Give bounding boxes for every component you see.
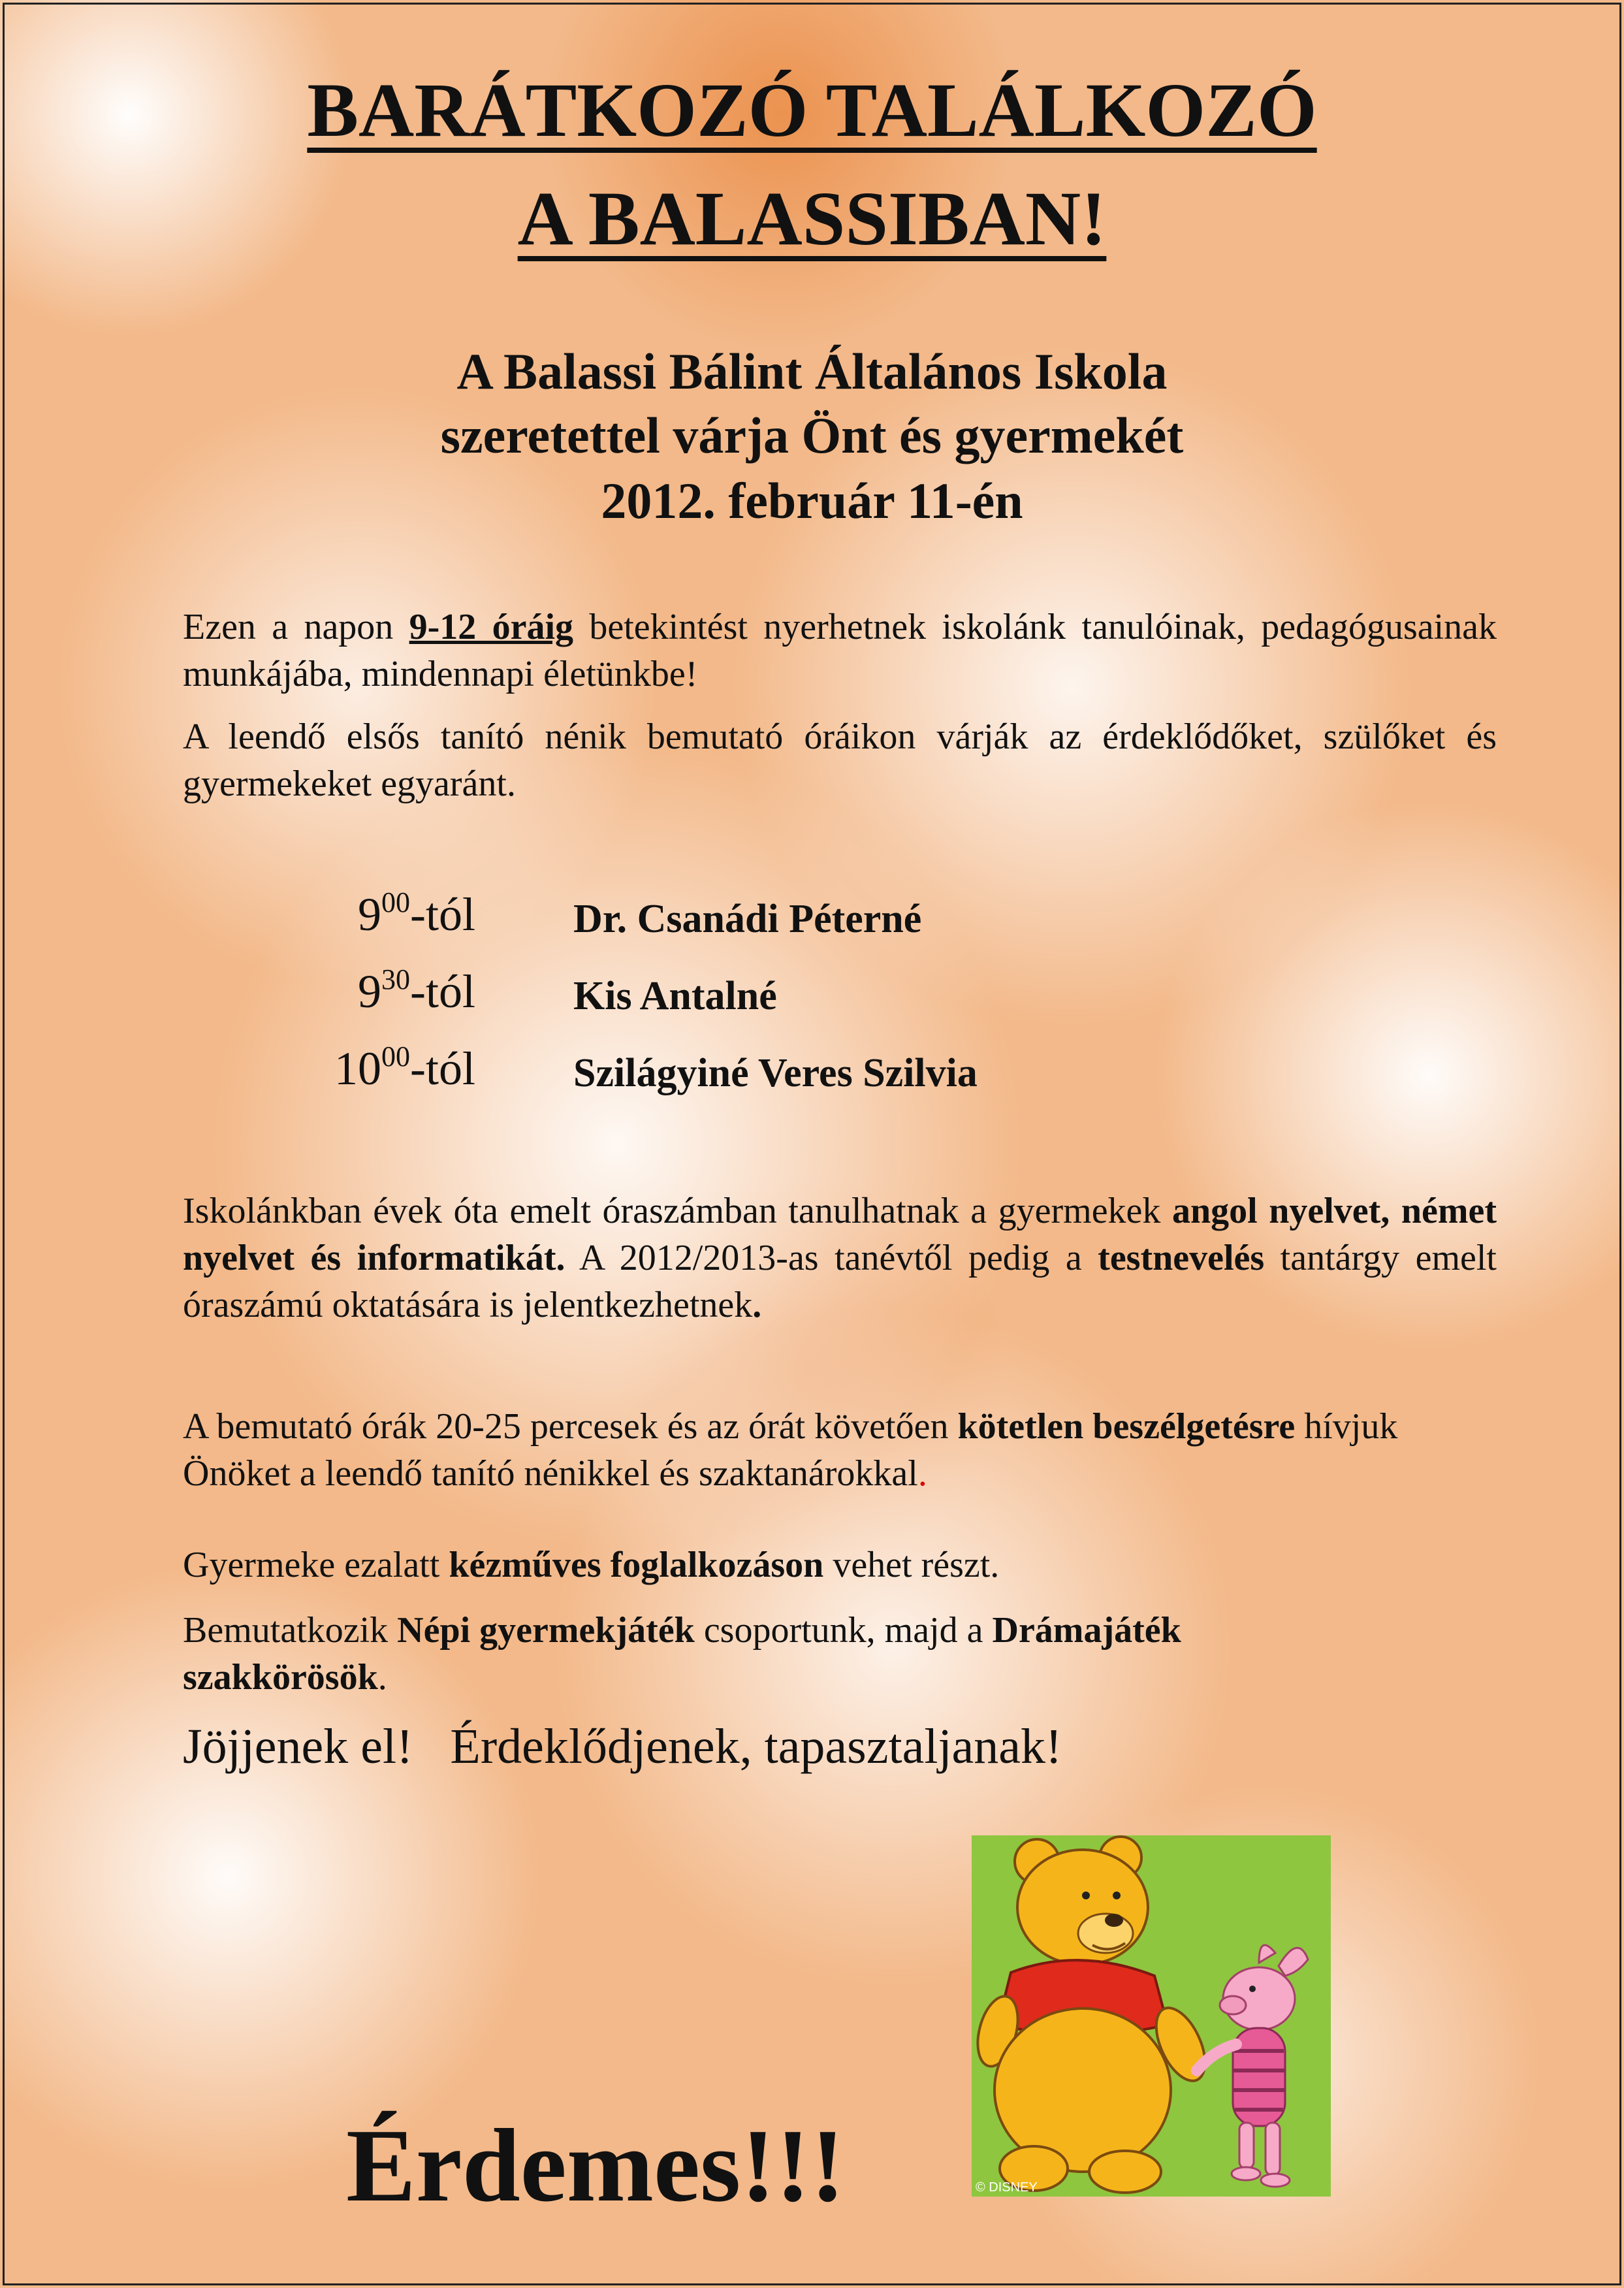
winnie-the-pooh-and-piglet-illustration: [972, 1835, 1331, 2197]
schedule-teacher-3: Szilágyiné Veres Szilvia: [573, 1051, 978, 1095]
poster-title-line2: A BALASSIBAN!: [517, 176, 1107, 261]
illustration-credit: © DISNEY: [976, 2180, 1038, 2195]
closing-call-to-action: Jöjjenek el! Érdeklődjenek, tapasztaljanak!: [183, 1719, 1062, 1774]
para1-text-pre: Ezen a napon: [183, 607, 409, 647]
paragraph-crafts: Gyermeke ezalatt kézműves foglalkozáson vehet részt.: [183, 1545, 1000, 1585]
schedule-time-1: $9^{00}$-tól: [358, 886, 475, 941]
schedule-time-3: $10^{00}$-tól: [334, 1040, 475, 1095]
paragraph-discussion: A bemutató órák 20-25 percesek és az órát követően kötetlen beszélgetésre hívjuk Önöket a leendő tanító nénikkel és szaktanárokkal.: [183, 1406, 1398, 1494]
intro-invitation: szeretettel várja Önt és gyermekét: [440, 407, 1184, 464]
para1-hours: 9-12 óráig: [409, 607, 574, 647]
paragraph-performances: Bemutatkozik Népi gyermekjáték csoportunk, majd a Drámajáték szakkörösök.: [183, 1610, 1181, 1698]
poster-title-line1: BARÁTKOZÓ TALÁLKOZÓ: [307, 67, 1317, 153]
closing-big-slogan: Érdemes!!!: [346, 2107, 846, 2223]
paragraph-open-day: [183, 604, 1497, 698]
schedule-time-2: $9^{30}$-tól: [358, 963, 475, 1018]
schedule-teacher-2: Kis Antalné: [573, 974, 777, 1018]
schedule-teacher-1: Dr. Csanádi Péterné: [573, 897, 922, 941]
intro-school-name: A Balassi Bálint Általános Iskola: [456, 343, 1168, 400]
pooh-piglet-icon: [972, 1835, 1331, 2197]
paragraph-demo-lessons: A leendő elsős tanító nénik bemutató óráikon várják az érdeklődőket, szülőket és gyermekeket egyaránt.: [183, 717, 1497, 804]
para1-text-post: betekintést nyerhetnek iskolánk tanulóinak, pedagógusainak munkájába, mindennapi életünkbe!: [183, 607, 1497, 694]
intro-date: 2012. február 11-én: [601, 472, 1023, 529]
paragraph-subjects: Iskolánkban évek óta emelt óraszámban tanulhatnak a gyermekek angol nyelvet, német nyelvet és informatikát. A 2012/2013-as tanévtől pedig a testnevelés tantárgy emelt óraszámú oktatására is jelentkezhetnek.: [183, 1191, 1497, 1325]
